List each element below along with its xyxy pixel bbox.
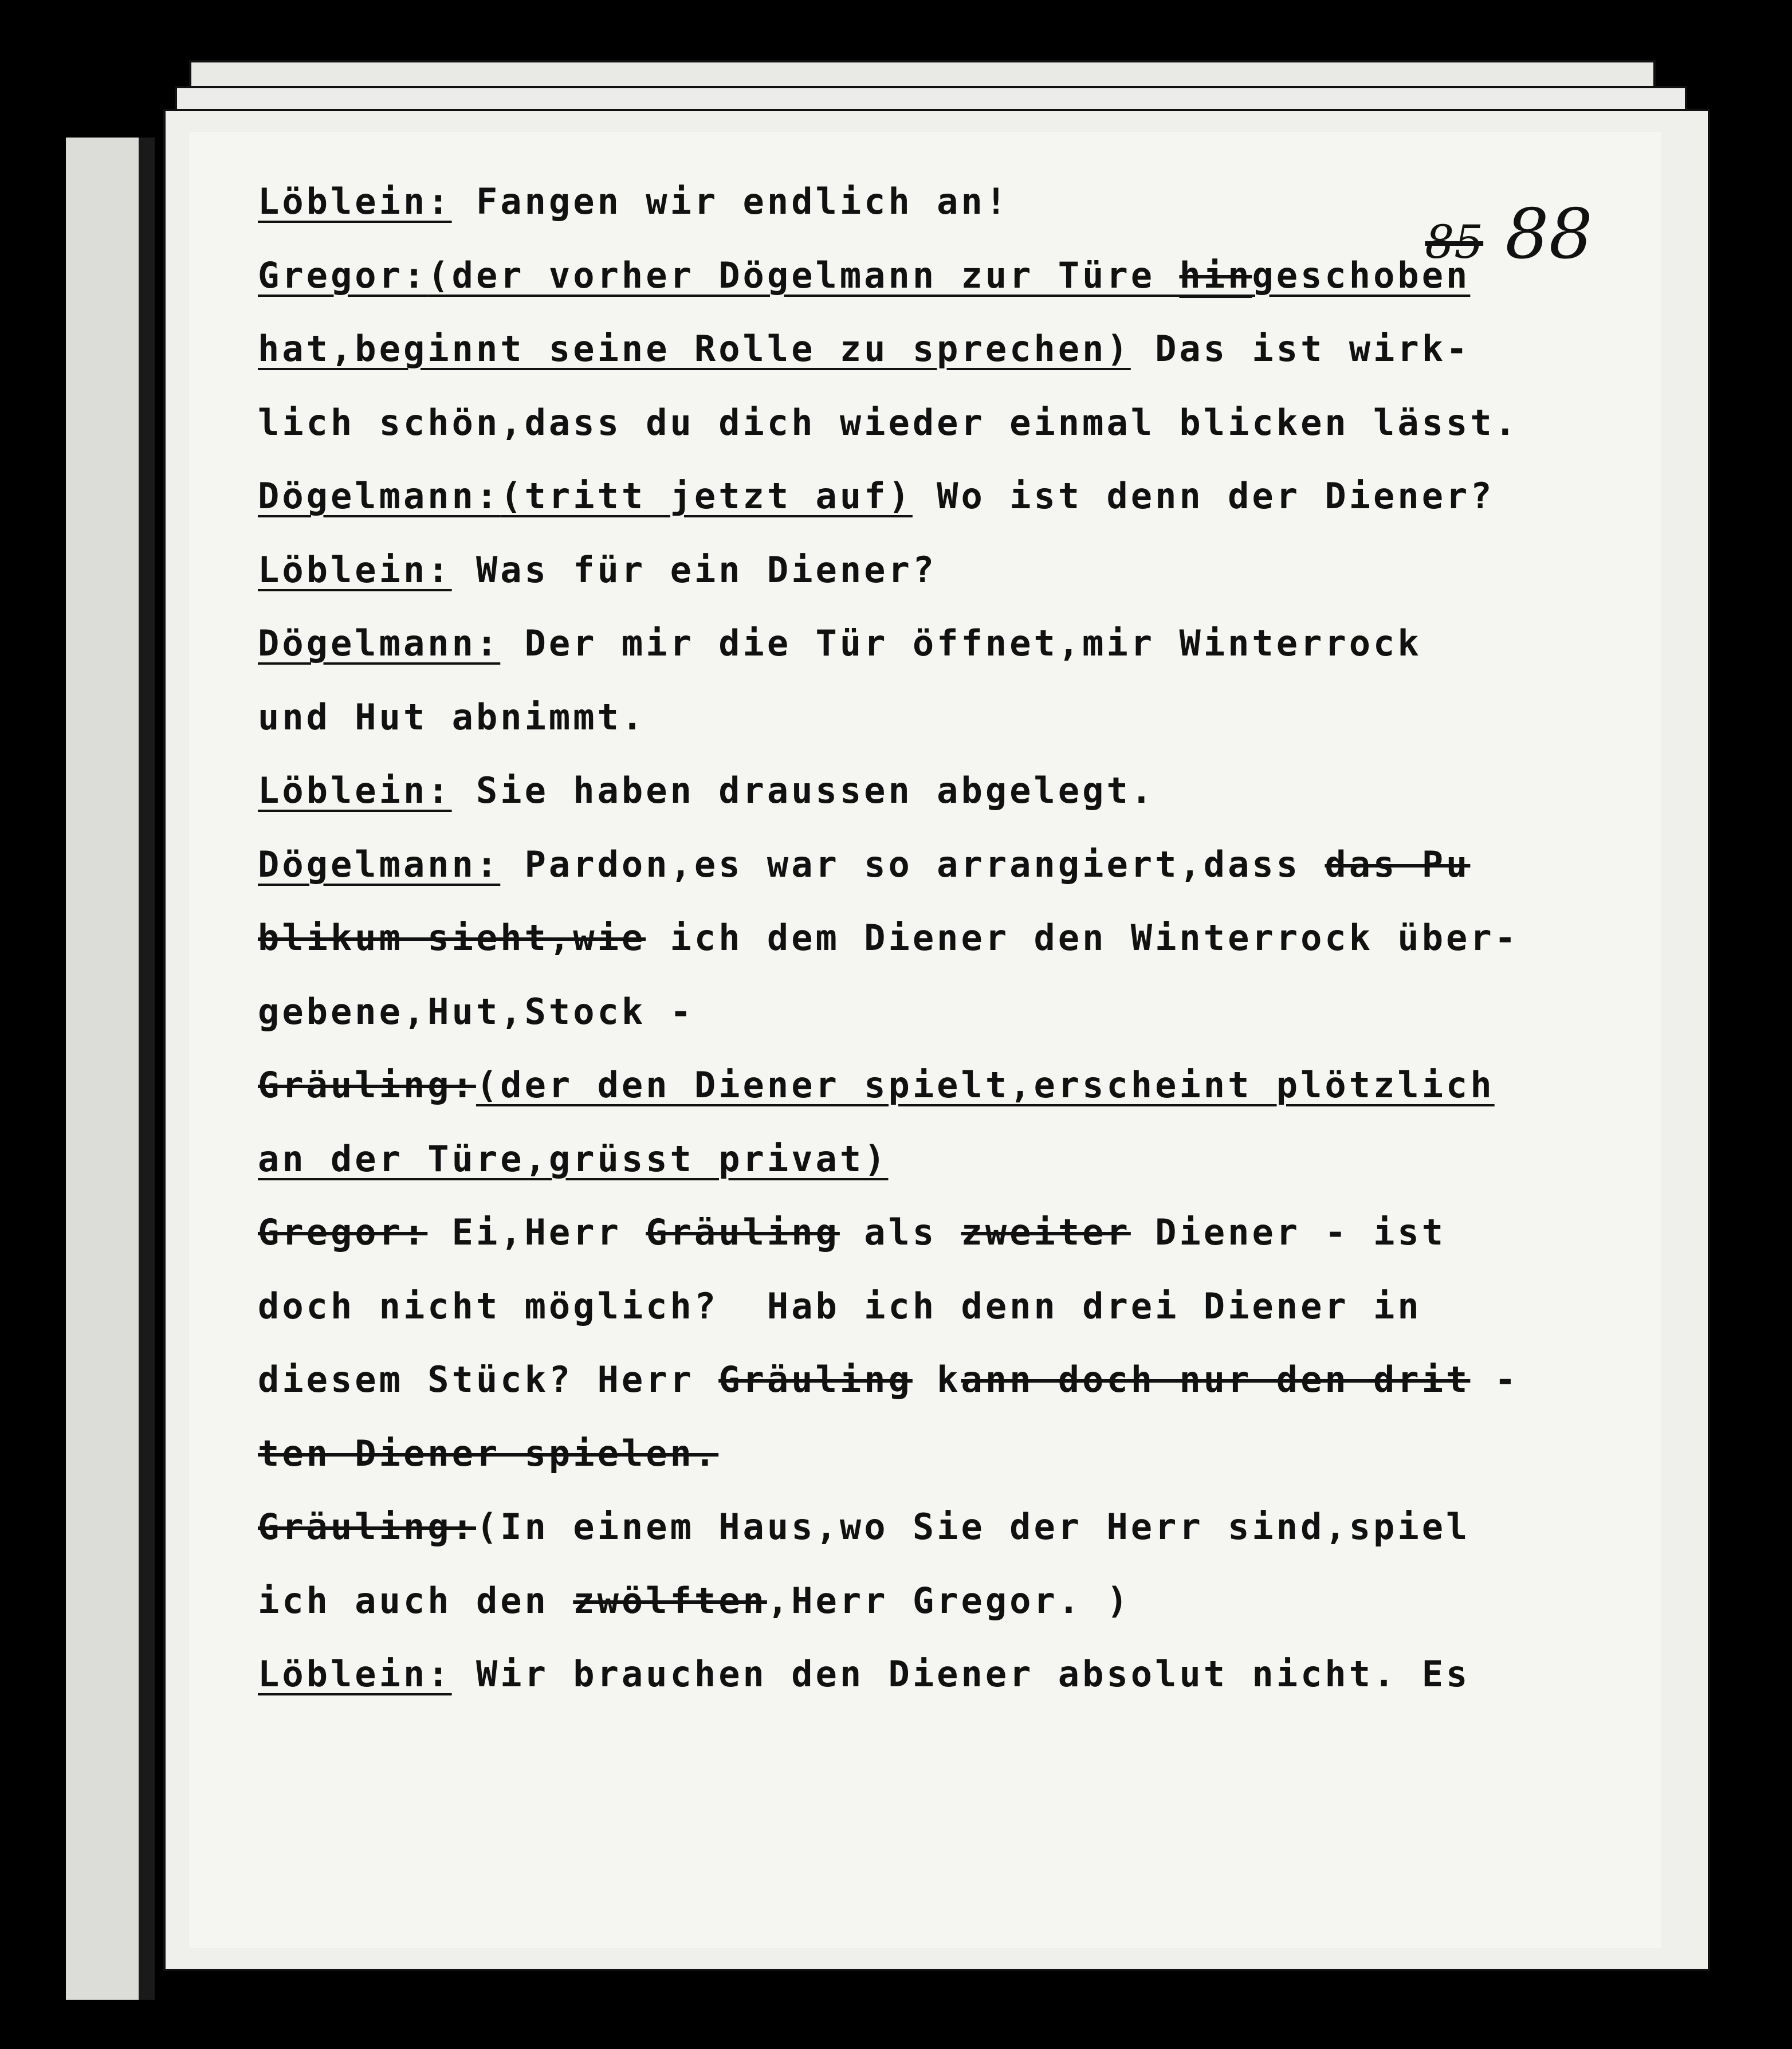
underlined-text: Dögelmann:: [258, 843, 501, 885]
text-segment: Ei,Herr: [427, 1211, 646, 1253]
underlined-text: Gregor:: [258, 254, 428, 296]
underlined-text: Löblein:: [258, 548, 452, 591]
text-segment: Pardon,es war so arrangiert,dass: [500, 843, 1325, 885]
struck-text: zweiter: [961, 1211, 1131, 1253]
text-segment: ich auch den: [258, 1579, 573, 1622]
text-line: [258, 696, 1650, 771]
underlined-text: an der Türe,grüsst privat): [258, 1137, 889, 1180]
text-segment: gebene,Hut,Stock -: [258, 990, 694, 1033]
text-line: [258, 917, 1650, 991]
struck-text: hin: [1179, 254, 1252, 296]
underlined-text: geschoben: [1252, 254, 1471, 296]
underlined-text: Löblein:: [258, 1653, 452, 1695]
underlined-text: (tritt jetzt auf): [500, 475, 913, 517]
text-line: [258, 770, 1650, 844]
text-line: [258, 254, 1650, 329]
underlined-text: (der den Diener spielt,erscheint plötzlich: [475, 1064, 1495, 1106]
text-segment: Das ist wirk-: [1130, 328, 1471, 370]
struck-text: Gregor:: [258, 1211, 428, 1253]
text-segment: diesem Stück? Herr: [258, 1359, 719, 1400]
text-line: [258, 843, 1650, 918]
text-segment: -: [1470, 1359, 1519, 1400]
underlined-text: Löblein:: [258, 770, 452, 811]
underlined-text: Löblein:: [258, 180, 452, 222]
text-line: [258, 1211, 1650, 1286]
text-line: [258, 180, 1650, 255]
text-segment: Der mir die Tür öffnet,mir Winterrock: [500, 622, 1422, 664]
text-segment: Wo ist denn der Diener?: [912, 475, 1495, 517]
struck-text: ten Diener spielen.: [258, 1432, 719, 1474]
text-line: [258, 549, 1650, 623]
struck-text: blikum sieht,wie: [258, 917, 646, 959]
underlined-text: Dögelmann:: [258, 622, 501, 664]
struck-text: ann doch nur den drit: [961, 1359, 1471, 1400]
text-segment: k: [912, 1359, 961, 1400]
struck-text: Gräuling:: [258, 1506, 476, 1548]
underlined-text: (der vorher Dögelmann zur Türe: [427, 254, 1180, 296]
typescript-page: [189, 132, 1661, 1948]
struck-page-number: 85: [1425, 215, 1484, 269]
struck-text: Gräuling: [646, 1211, 840, 1253]
text-segment: doch nicht möglich? Hab ich denn drei Diener in: [258, 1285, 1422, 1327]
text-segment: Sie haben draussen abgelegt.: [451, 770, 1156, 811]
struck-text: zwölften: [573, 1579, 767, 1622]
text-line: [258, 1432, 1650, 1507]
struck-text: das Pu: [1325, 843, 1471, 885]
new-page-number: 88: [1505, 195, 1593, 274]
text-line: [258, 1138, 1650, 1212]
text-line: [258, 991, 1650, 1065]
underlined-text: hat,beginnt seine Rolle zu sprechen): [258, 328, 1131, 370]
text-line: [258, 1506, 1650, 1580]
text-segment: Diener - ist: [1130, 1211, 1447, 1253]
text-segment: (In einem Haus,wo Sie der Herr sind,spiel: [475, 1506, 1471, 1548]
text-line: [258, 402, 1650, 476]
text-segment: ich dem Diener den Winterrock über-: [646, 917, 1519, 959]
text-segment: Wir brauchen den Diener absolut nicht. Es: [451, 1653, 1471, 1695]
text-line: [258, 1653, 1650, 1728]
text-segment: und Hut abnimmt.: [258, 696, 646, 738]
text-line: [258, 1285, 1650, 1360]
text-line: [258, 1580, 1650, 1654]
text-line: [258, 328, 1650, 402]
struck-text: Gräuling: [718, 1359, 913, 1400]
text-line: [258, 1359, 1650, 1433]
text-segment: ,Herr Gregor. ): [767, 1579, 1131, 1622]
struck-text: Gräuling:: [258, 1064, 476, 1106]
text-segment: lich schön,dass du dich wieder einmal blicken lässt.: [258, 401, 1519, 443]
text-line: [258, 622, 1650, 697]
text-line: [258, 1064, 1650, 1139]
underlined-text: Dögelmann:: [258, 475, 501, 517]
text-line: [258, 475, 1650, 549]
page-edge-strip: [66, 138, 155, 2000]
text-segment: Fangen wir endlich an!: [451, 180, 1010, 222]
text-segment: Was für ein Diener?: [451, 548, 937, 591]
text-segment: als: [839, 1211, 961, 1253]
